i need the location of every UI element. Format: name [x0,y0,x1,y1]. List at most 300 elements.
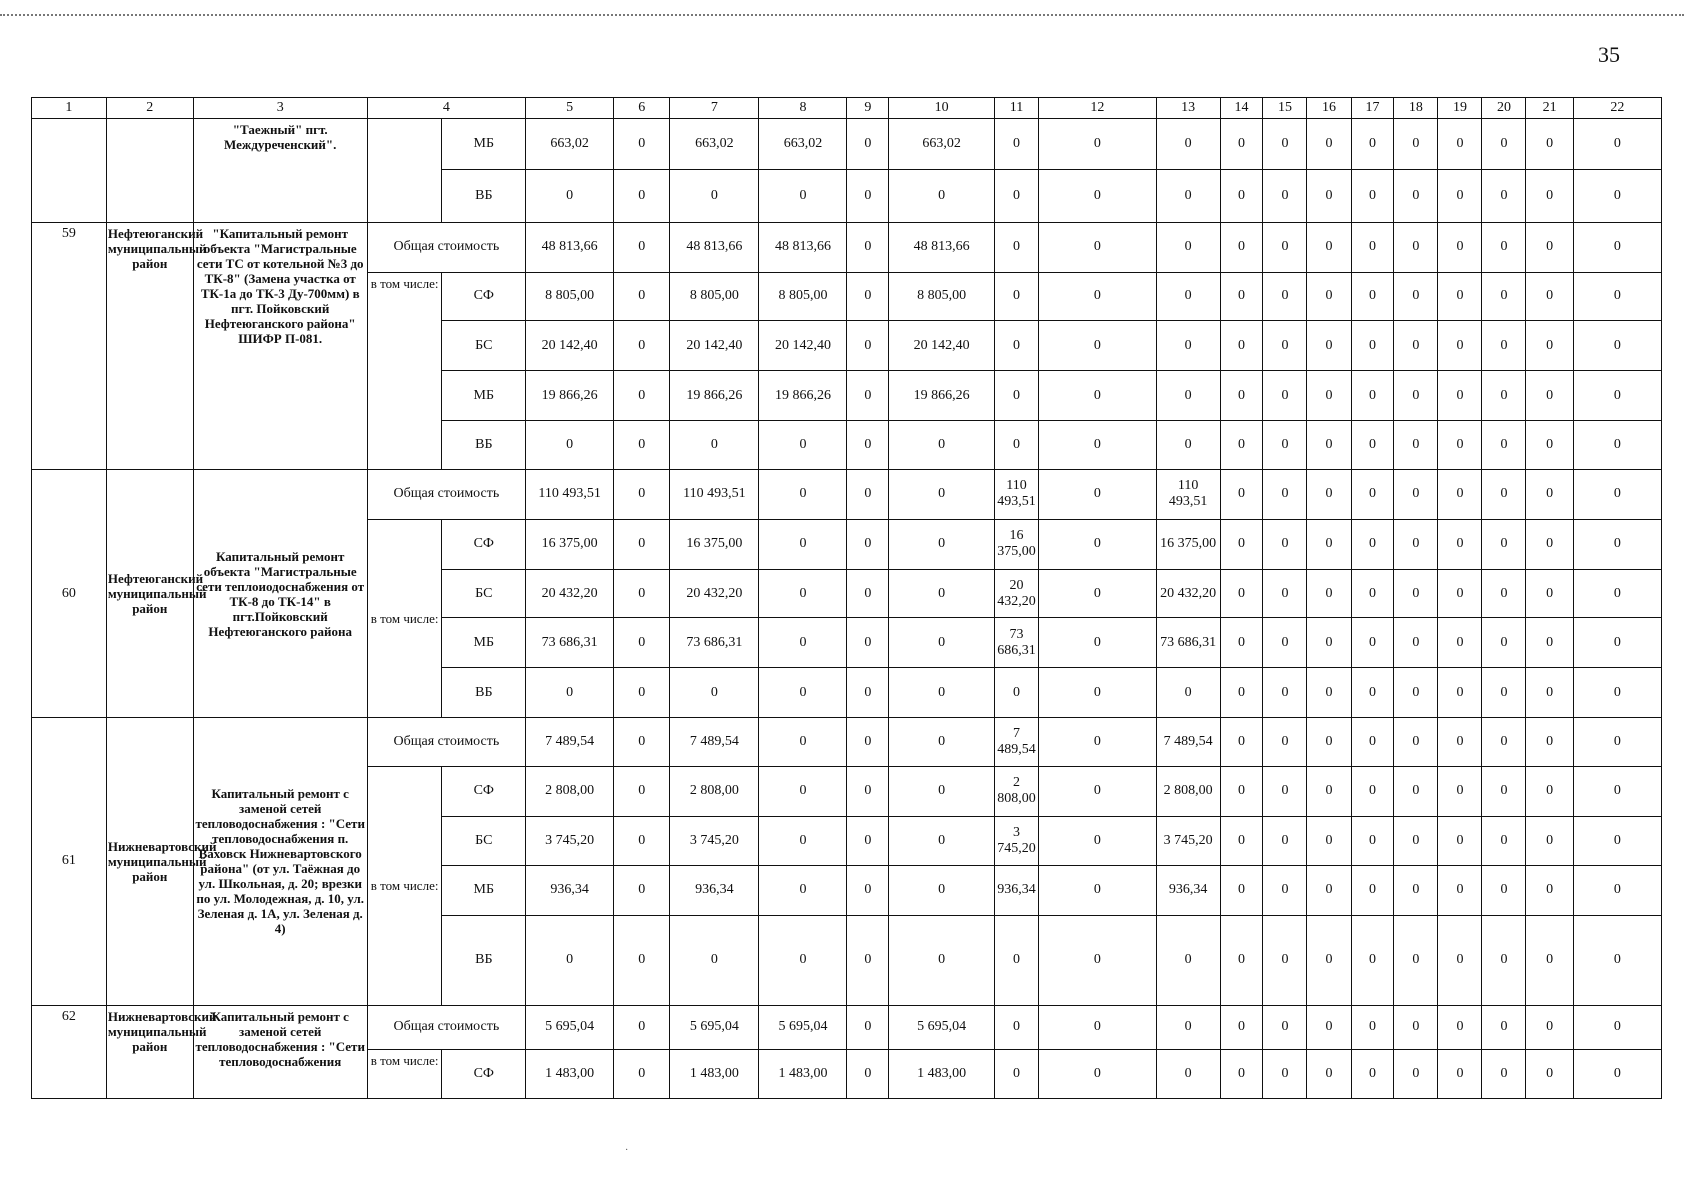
column-header: 15 [1263,98,1307,119]
column-header: 1 [32,98,107,119]
value-cell: 0 [1438,222,1482,272]
value-cell: 0 [1573,865,1661,915]
blank-cell [367,118,442,222]
value-cell: 663,02 [759,118,847,169]
value-cell: 0 [1156,371,1220,421]
value-cell: 0 [1220,569,1263,618]
value-cell: 0 [1526,118,1573,169]
value-cell: 110 493,51 [994,469,1038,519]
table-row [32,222,1662,272]
table-row [32,469,1662,519]
value-cell: 73 686,31 [526,618,614,668]
value-cell: 0 [759,421,847,470]
value-cell: 0 [1438,421,1482,470]
number-cell: 62 [32,1005,107,1098]
value-cell: 0 [614,321,670,371]
value-cell: 0 [1526,668,1573,718]
value-cell: 0 [994,668,1038,718]
source-label: СФ [442,1050,526,1099]
value-cell: 0 [614,222,670,272]
value-cell: 0 [1526,569,1573,618]
value-cell: 0 [1482,222,1526,272]
value-cell: 0 [1351,371,1394,421]
source-label: БС [442,816,526,865]
value-cell: 5 695,04 [526,1005,614,1049]
value-cell: 0 [614,767,670,817]
source-label: СФ [442,767,526,817]
value-cell: 0 [1394,1050,1438,1099]
value-cell: 0 [1220,371,1263,421]
value-cell: 0 [1394,767,1438,817]
value-cell: 0 [1156,272,1220,321]
value-cell: 0 [1438,118,1482,169]
value-cell: 0 [1351,569,1394,618]
value-cell: 48 813,66 [759,222,847,272]
value-cell: 0 [1526,421,1573,470]
value-cell: 0 [1526,371,1573,421]
value-cell: 0 [1038,222,1156,272]
value-cell: 0 [759,618,847,668]
total-label: Общая стоимость [367,1005,525,1049]
value-cell: 0 [1038,915,1156,1005]
value-cell: 0 [847,469,889,519]
value-cell: 0 [1394,222,1438,272]
value-cell: 0 [1438,767,1482,817]
column-header: 11 [994,98,1038,119]
value-cell: 0 [1394,272,1438,321]
value-cell: 0 [1573,618,1661,668]
value-cell: 0 [889,915,995,1005]
value-cell: 0 [847,222,889,272]
budget-table [31,97,1662,1099]
value-cell: 0 [1038,469,1156,519]
value-cell: 0 [1526,469,1573,519]
value-cell: 0 [1351,767,1394,817]
value-cell: 0 [670,421,759,470]
value-cell: 20 142,40 [670,321,759,371]
value-cell: 110 493,51 [526,469,614,519]
value-cell: 0 [994,371,1038,421]
value-cell: 20 432,20 [670,569,759,618]
value-cell: 3 745,20 [1156,816,1220,865]
column-header: 9 [847,98,889,119]
column-header: 4 [367,98,525,119]
value-cell: 0 [1307,421,1351,470]
value-cell: 0 [1156,1050,1220,1099]
value-cell: 0 [759,718,847,767]
value-cell: 7 489,54 [1156,718,1220,767]
value-cell: 0 [889,767,995,817]
value-cell: 110 493,51 [1156,469,1220,519]
value-cell: 0 [1394,816,1438,865]
value-cell: 0 [526,915,614,1005]
value-cell: 0 [1307,915,1351,1005]
value-cell: 0 [1156,222,1220,272]
object-description: "Таежный" пгт. Междуреченский". [193,118,367,222]
page-number: 35 [1598,42,1620,67]
value-cell: 0 [1438,272,1482,321]
value-cell: 0 [1220,1050,1263,1099]
value-cell: 0 [1220,718,1263,767]
value-cell: 0 [1038,272,1156,321]
value-cell: 0 [847,169,889,222]
value-cell: 19 866,26 [670,371,759,421]
value-cell: 0 [1394,668,1438,718]
value-cell: 0 [889,816,995,865]
value-cell: 0 [1307,668,1351,718]
value-cell: 0 [1351,618,1394,668]
value-cell: 0 [1307,767,1351,817]
value-cell: 20 142,40 [759,321,847,371]
value-cell: 0 [1156,118,1220,169]
value-cell: 20 142,40 [889,321,995,371]
value-cell: 7 489,54 [994,718,1038,767]
value-cell: 0 [1394,915,1438,1005]
value-cell: 0 [1482,519,1526,569]
value-cell: 0 [1438,618,1482,668]
value-cell: 20 432,20 [994,569,1038,618]
value-cell: 0 [1038,569,1156,618]
table-row [32,718,1662,767]
value-cell: 0 [1220,816,1263,865]
column-header: 13 [1156,98,1220,119]
value-cell: 0 [1573,519,1661,569]
value-cell: 0 [614,718,670,767]
value-cell: 0 [1263,421,1307,470]
value-cell: 0 [1573,816,1661,865]
value-cell: 0 [759,668,847,718]
value-cell: 0 [1482,421,1526,470]
value-cell: 0 [1263,816,1307,865]
value-cell: 0 [1482,767,1526,817]
value-cell: 0 [1438,321,1482,371]
object-description: Капитальный ремонт объекта "Магистральные сети теплоиодоснабжения от ТК-8 до ТК-14" в пгт.Пойковский Нефтеюганского района [193,469,367,717]
municipality-cell: Нефтеюганский муниципальный район [106,222,193,469]
value-cell: 20 142,40 [526,321,614,371]
value-cell: 0 [847,371,889,421]
value-cell: 0 [1307,169,1351,222]
value-cell: 0 [1220,865,1263,915]
value-cell: 0 [614,618,670,668]
value-cell: 3 745,20 [994,816,1038,865]
municipality-cell: Нижневартовский муниципальный район [106,718,193,1005]
including-label: в том числе: [367,1050,442,1099]
value-cell: 0 [759,816,847,865]
value-cell: 0 [1038,668,1156,718]
value-cell: 7 489,54 [526,718,614,767]
value-cell: 0 [1438,668,1482,718]
value-cell: 0 [526,668,614,718]
value-cell: 0 [1220,915,1263,1005]
value-cell: 48 813,66 [889,222,995,272]
value-cell: 0 [1482,169,1526,222]
value-cell: 0 [1482,569,1526,618]
value-cell: 936,34 [526,865,614,915]
value-cell: 0 [1220,272,1263,321]
value-cell: 0 [1263,767,1307,817]
value-cell: 5 695,04 [670,1005,759,1049]
value-cell: 0 [1526,767,1573,817]
column-header: 12 [1038,98,1156,119]
value-cell: 0 [1263,371,1307,421]
value-cell: 0 [1038,519,1156,569]
value-cell: 0 [1351,272,1394,321]
value-cell: 0 [1351,118,1394,169]
value-cell: 0 [1394,118,1438,169]
value-cell: 0 [1526,222,1573,272]
value-cell: 0 [1263,169,1307,222]
number-cell: 61 [32,718,107,1005]
value-cell: 0 [1394,519,1438,569]
value-cell: 0 [1482,668,1526,718]
value-cell: 73 686,31 [994,618,1038,668]
number-cell [32,118,107,222]
value-cell: 0 [1220,118,1263,169]
including-label: в том числе: [367,519,442,717]
value-cell: 0 [1482,118,1526,169]
value-cell: 0 [1394,1005,1438,1049]
value-cell: 0 [847,1005,889,1049]
number-cell: 60 [32,469,107,717]
value-cell: 0 [1351,668,1394,718]
value-cell: 0 [1038,718,1156,767]
value-cell: 0 [847,718,889,767]
value-cell: 0 [889,865,995,915]
value-cell: 0 [1156,915,1220,1005]
value-cell: 0 [1307,222,1351,272]
value-cell: 0 [1438,169,1482,222]
value-cell: 8 805,00 [759,272,847,321]
column-header: 16 [1307,98,1351,119]
value-cell: 0 [1573,118,1661,169]
source-label: БС [442,569,526,618]
value-cell: 0 [759,767,847,817]
value-cell: 0 [614,1005,670,1049]
value-cell: 0 [1038,618,1156,668]
value-cell: 0 [994,421,1038,470]
value-cell: 936,34 [994,865,1038,915]
value-cell: 0 [1526,865,1573,915]
value-cell: 0 [759,469,847,519]
value-cell: 0 [1438,371,1482,421]
value-cell: 0 [1482,1050,1526,1099]
value-cell: 19 866,26 [526,371,614,421]
value-cell: 0 [1394,469,1438,519]
total-label: Общая стоимость [367,222,525,272]
object-description: Капитальный ремонт с заменой сетей тепловодоснабжения : "Сети тепловодоснабжения п. Ваховск Нижневартовского района" (от ул. Таёжная до ул. Школьная, д. 20; врезки по ул. Молодежная, д. 10, ул. Зеленая д. 1А, ул. Зеленая д. 4) [193,718,367,1005]
value-cell: 0 [1394,618,1438,668]
value-cell: 0 [889,569,995,618]
value-cell: 0 [759,519,847,569]
value-cell: 0 [1038,865,1156,915]
including-label: в том числе: [367,272,442,469]
value-cell: 0 [1438,1050,1482,1099]
source-label: МБ [442,865,526,915]
value-cell: 0 [1438,569,1482,618]
value-cell: 0 [1307,118,1351,169]
value-cell: 0 [1220,421,1263,470]
value-cell: 0 [1573,668,1661,718]
value-cell: 0 [1573,272,1661,321]
column-header: 22 [1573,98,1661,119]
header-row [32,98,1662,119]
source-label: МБ [442,371,526,421]
value-cell: 0 [1351,1050,1394,1099]
value-cell: 0 [1438,816,1482,865]
value-cell: 0 [1156,169,1220,222]
value-cell: 0 [1038,371,1156,421]
value-cell: 0 [1263,469,1307,519]
column-header: 2 [106,98,193,119]
scan-mark: · [625,1145,629,1156]
value-cell: 0 [670,668,759,718]
value-cell: 0 [847,668,889,718]
value-cell: 0 [847,915,889,1005]
value-cell: 16 375,00 [670,519,759,569]
value-cell: 0 [1482,1005,1526,1049]
value-cell: 936,34 [1156,865,1220,915]
value-cell: 0 [1438,865,1482,915]
value-cell: 0 [994,321,1038,371]
value-cell: 0 [889,668,995,718]
value-cell: 0 [1220,519,1263,569]
including-label: в том числе: [367,767,442,1006]
value-cell: 0 [1307,371,1351,421]
value-cell: 0 [1438,519,1482,569]
source-label: ВБ [442,421,526,470]
value-cell: 0 [1351,321,1394,371]
value-cell: 0 [1263,915,1307,1005]
source-label: БС [442,321,526,371]
value-cell: 0 [1573,718,1661,767]
value-cell: 0 [1038,767,1156,817]
value-cell: 0 [1263,519,1307,569]
value-cell: 2 808,00 [526,767,614,817]
value-cell: 8 805,00 [670,272,759,321]
column-header: 6 [614,98,670,119]
value-cell: 0 [1038,816,1156,865]
value-cell: 0 [759,569,847,618]
value-cell: 0 [614,169,670,222]
value-cell: 0 [670,915,759,1005]
source-label: СФ [442,519,526,569]
value-cell: 16 375,00 [526,519,614,569]
column-header: 18 [1394,98,1438,119]
value-cell: 1 483,00 [670,1050,759,1099]
value-cell: 0 [994,1050,1038,1099]
value-cell: 0 [1526,718,1573,767]
column-header: 10 [889,98,995,119]
value-cell: 0 [614,569,670,618]
value-cell: 0 [1307,519,1351,569]
value-cell: 0 [1351,865,1394,915]
value-cell: 0 [1307,272,1351,321]
value-cell: 0 [1526,169,1573,222]
value-cell: 0 [614,1050,670,1099]
value-cell: 16 375,00 [1156,519,1220,569]
value-cell: 0 [1482,371,1526,421]
value-cell: 0 [1394,169,1438,222]
value-cell: 0 [1573,421,1661,470]
value-cell: 0 [889,421,995,470]
value-cell: 0 [1394,718,1438,767]
value-cell: 0 [1351,1005,1394,1049]
value-cell: 0 [1482,618,1526,668]
value-cell: 0 [526,169,614,222]
column-header: 14 [1220,98,1263,119]
value-cell: 0 [1263,668,1307,718]
value-cell: 0 [1573,169,1661,222]
value-cell: 0 [1038,421,1156,470]
object-description: Капитальный ремонт с заменой сетей тепловодоснабжения : "Сети тепловодоснабжения [193,1005,367,1098]
value-cell: 0 [1263,618,1307,668]
value-cell: 2 808,00 [670,767,759,817]
value-cell: 936,34 [670,865,759,915]
value-cell: 0 [1482,865,1526,915]
value-cell: 1 483,00 [526,1050,614,1099]
value-cell: 0 [994,915,1038,1005]
value-cell: 0 [614,816,670,865]
value-cell: 0 [1263,321,1307,371]
value-cell: 0 [1482,915,1526,1005]
value-cell: 0 [614,421,670,470]
value-cell: 110 493,51 [670,469,759,519]
value-cell: 0 [1526,915,1573,1005]
value-cell: 0 [1526,816,1573,865]
value-cell: 0 [1220,668,1263,718]
value-cell: 16 375,00 [994,519,1038,569]
value-cell: 20 432,20 [526,569,614,618]
source-label: ВБ [442,169,526,222]
value-cell: 0 [1351,915,1394,1005]
column-header: 17 [1351,98,1394,119]
value-cell: 0 [1526,1050,1573,1099]
table-row [32,1005,1662,1049]
value-cell: 0 [1351,421,1394,470]
value-cell: 0 [1351,718,1394,767]
value-cell: 0 [1156,1005,1220,1049]
value-cell: 0 [1573,915,1661,1005]
value-cell: 0 [889,469,995,519]
value-cell: 5 695,04 [759,1005,847,1049]
value-cell: 0 [1263,118,1307,169]
value-cell: 0 [1351,816,1394,865]
value-cell: 0 [1220,469,1263,519]
value-cell: 0 [1263,1005,1307,1049]
value-cell: 0 [1482,718,1526,767]
value-cell: 3 745,20 [526,816,614,865]
value-cell: 0 [1394,421,1438,470]
value-cell: 2 808,00 [994,767,1038,817]
value-cell: 5 695,04 [889,1005,995,1049]
value-cell: 0 [1038,118,1156,169]
value-cell: 663,02 [670,118,759,169]
total-label: Общая стоимость [367,718,525,767]
value-cell: 19 866,26 [759,371,847,421]
municipality-cell: Нефтеюганский муниципальный район [106,469,193,717]
value-cell: 0 [1263,718,1307,767]
value-cell: 20 432,20 [1156,569,1220,618]
value-cell: 0 [1220,767,1263,817]
value-cell: 0 [1482,272,1526,321]
value-cell: 663,02 [526,118,614,169]
source-label: МБ [442,618,526,668]
value-cell: 0 [1526,1005,1573,1049]
value-cell: 0 [847,321,889,371]
value-cell: 19 866,26 [889,371,995,421]
value-cell: 0 [1220,169,1263,222]
source-label: ВБ [442,668,526,718]
